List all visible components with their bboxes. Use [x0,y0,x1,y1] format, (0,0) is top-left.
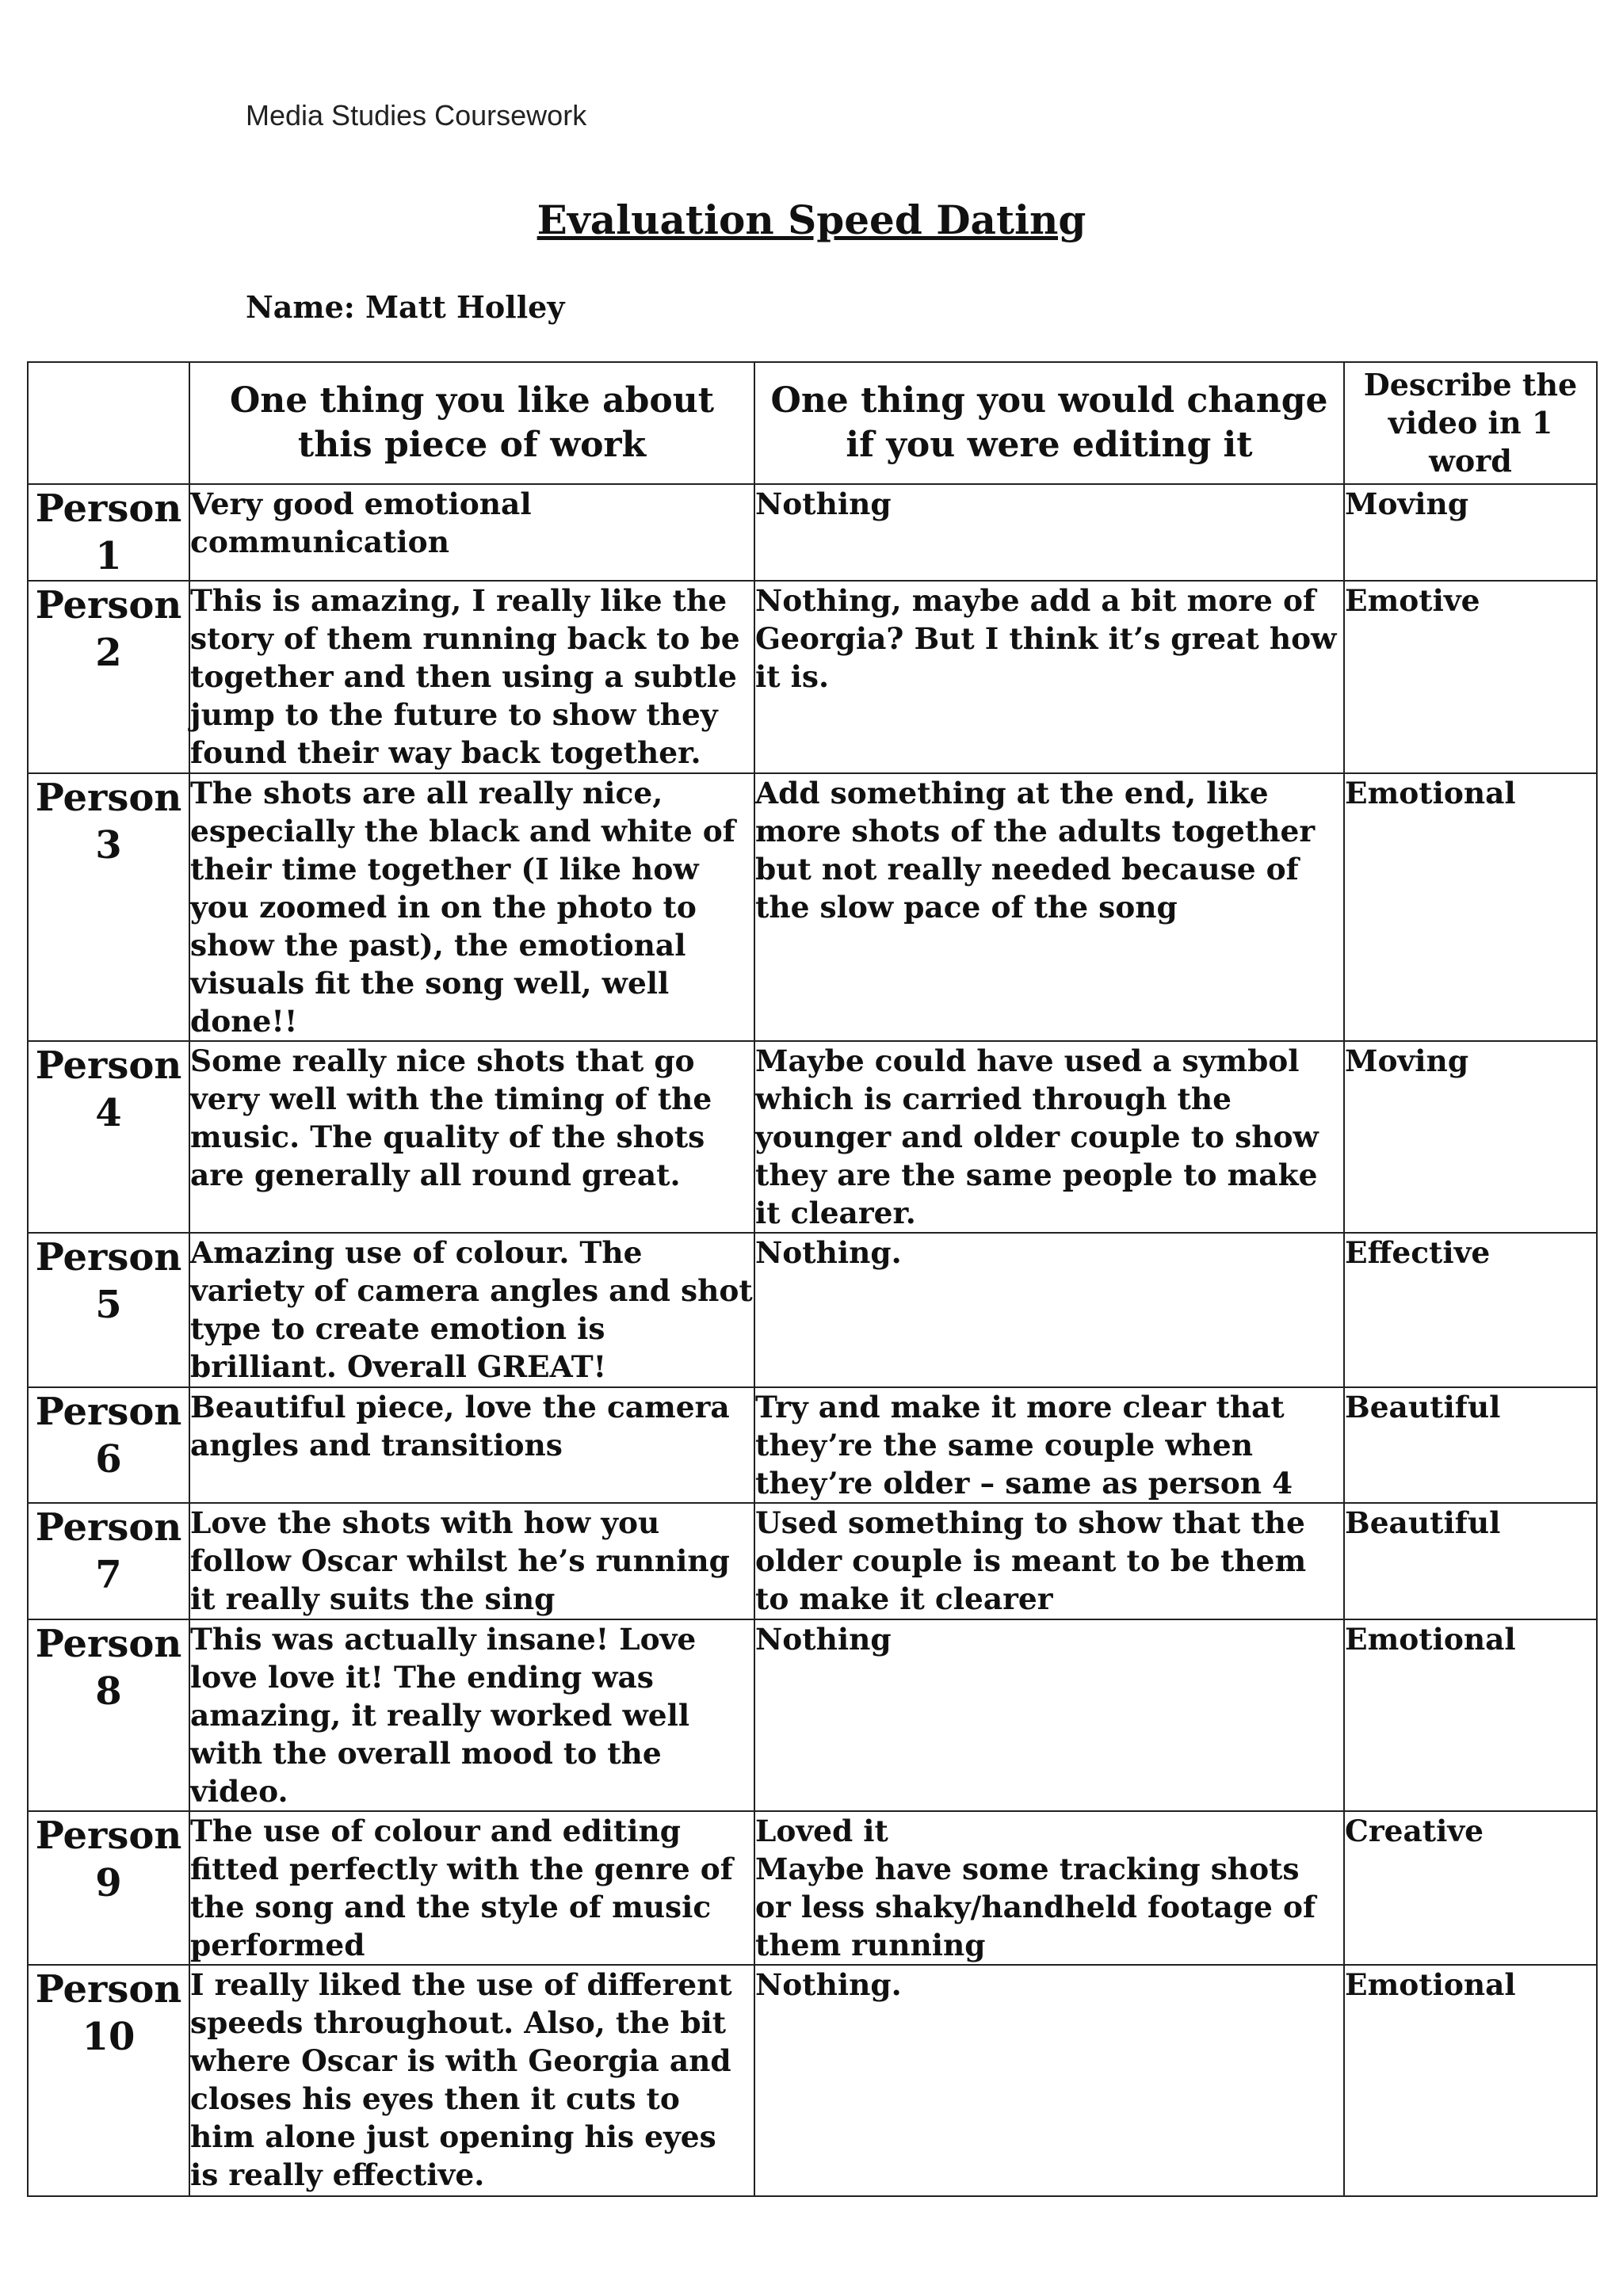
header-describe: Describe the video in 1 word [1344,362,1597,484]
change-cell: Nothing [754,1619,1344,1811]
change-cell: Try and make it more clear that they’re the same couple when they’re older – same as person 4 [754,1387,1344,1503]
table-row [28,1965,1597,2196]
change-cell: Nothing [754,484,1344,581]
change-cell: Nothing. [754,1965,1344,2196]
change-cell: Maybe could have used a symbol which is carried through the younger and older couple to show they are the same people to make it clearer. [754,1041,1344,1233]
table-row [28,1387,1597,1503]
person-label: Person 7 [28,1503,189,1619]
word-cell: Moving [1344,484,1597,581]
word-cell: Beautiful [1344,1387,1597,1503]
header-change: One thing you would change if you were editing it [754,362,1344,484]
document-title: Evaluation Speed Dating [537,196,1086,243]
header-blank-cell [28,362,189,484]
change-cell: Loved it Maybe have some tracking shots or less shaky/handheld footage of them running [754,1811,1344,1965]
word-cell: Emotional [1344,773,1597,1041]
page-header: Media Studies Coursework [246,99,587,132]
person-label: Person 1 [28,484,189,581]
person-label: Person 10 [28,1965,189,2196]
word-cell: Moving [1344,1041,1597,1233]
change-cell: Used something to show that the older couple is meant to be them to make it clearer [754,1503,1344,1619]
student-name: Name: Matt Holley [246,289,565,325]
table-row [28,484,1597,581]
like-cell: I really liked the use of different speeds throughout. Also, the bit where Oscar is with Georgia and closes his eyes then it cuts to him alone just opening his eyes is really effective. [189,1965,754,2196]
person-label: Person 2 [28,581,189,773]
table-header-row [28,362,1597,484]
feedback-table [27,361,1598,2197]
like-cell: Beautiful piece, love the camera angles and transitions [189,1387,754,1503]
word-cell: Creative [1344,1811,1597,1965]
word-cell: Emotional [1344,1965,1597,2196]
table-row [28,581,1597,773]
table-row [28,1233,1597,1387]
word-cell: Emotional [1344,1619,1597,1811]
person-label: Person 8 [28,1619,189,1811]
like-cell: The shots are all really nice, especially the black and white of their time together (I like how you zoomed in on the photo to show the past), the emotional visuals fit the song well, well done!! [189,773,754,1041]
person-label: Person 5 [28,1233,189,1387]
table-row [28,1811,1597,1965]
person-label: Person 4 [28,1041,189,1233]
like-cell: This is amazing, I really like the story of them running back to be together and then using a subtle jump to the future to show they found their way back together. [189,581,754,773]
table-row [28,1503,1597,1619]
like-cell: Some really nice shots that go very well with the timing of the music. The quality of the shots are generally all round great. [189,1041,754,1233]
person-label: Person 9 [28,1811,189,1965]
person-label: Person 3 [28,773,189,1041]
header-like: One thing you like about this piece of work [189,362,754,484]
change-cell: Nothing. [754,1233,1344,1387]
change-cell: Nothing, maybe add a bit more of Georgia? But I think it’s great how it is. [754,581,1344,773]
word-cell: Effective [1344,1233,1597,1387]
change-cell: Add something at the end, like more shots of the adults together but not really needed because of the slow pace of the song [754,773,1344,1041]
like-cell: Love the shots with how you follow Oscar whilst he’s running it really suits the sing [189,1503,754,1619]
like-cell: The use of colour and editing fitted perfectly with the genre of the song and the style of music performed [189,1811,754,1965]
table-row [28,1619,1597,1811]
like-cell: Amazing use of colour. The variety of camera angles and shot type to create emotion is brilliant. Overall GREAT! [189,1233,754,1387]
like-cell: This was actually insane! Love love love it! The ending was amazing, it really worked well with the overall mood to the video. [189,1619,754,1811]
like-cell: Very good emotional communication [189,484,754,581]
word-cell: Beautiful [1344,1503,1597,1619]
person-label: Person 6 [28,1387,189,1503]
table-row [28,773,1597,1041]
table-row [28,1041,1597,1233]
word-cell: Emotive [1344,581,1597,773]
